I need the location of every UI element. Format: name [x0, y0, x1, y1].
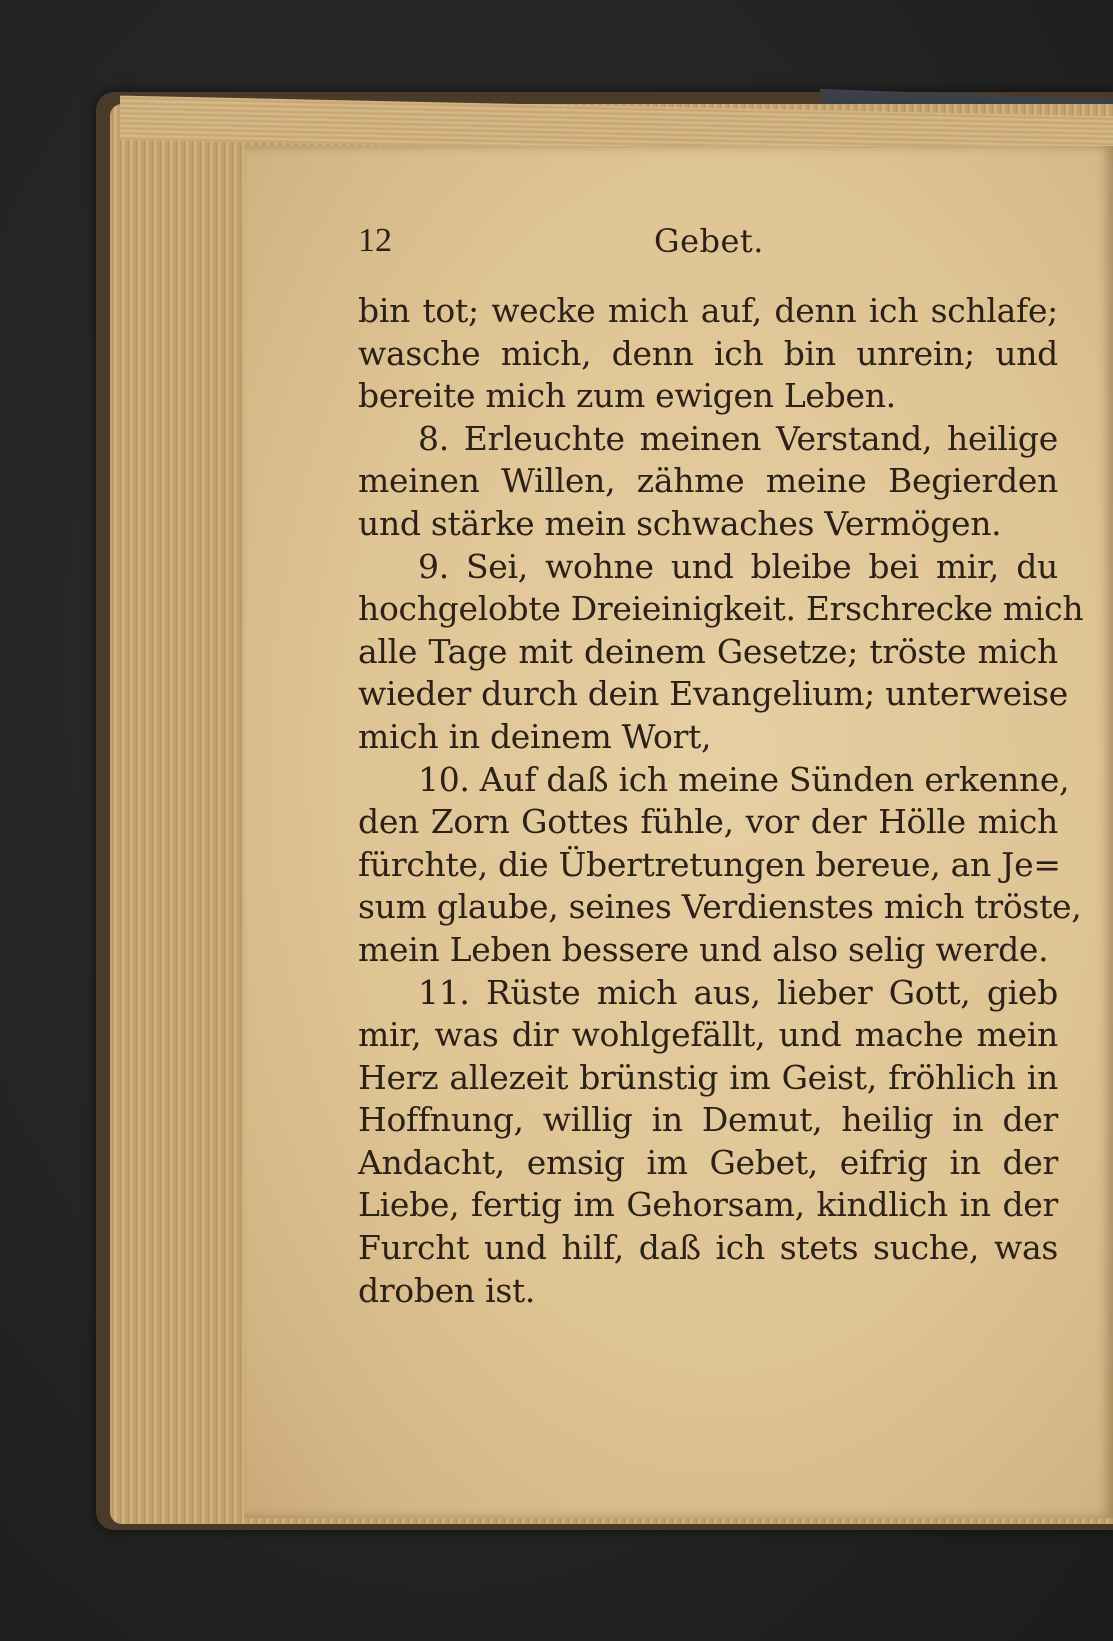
text-line: wieder durch dein Evangelium; unterweise [358, 674, 1069, 714]
text-line: mein Leben bessere und also selig werde. [358, 929, 1049, 969]
text-line: bin tot; wecke mich auf, denn ich schlafe; [358, 291, 1058, 330]
text-line: Herz allezeit brünstig im Geist, fröhlich in [358, 1057, 1058, 1097]
body-text [358, 290, 1084, 1312]
text-line: meinen Willen, zähme meine Begierden [358, 461, 1058, 501]
book-page [244, 146, 1113, 1518]
text-line: wasche mich, denn ich bin unrein; und [358, 333, 1058, 373]
text-line: 9. Sei, wohne und bleibe bei mir, du [418, 546, 1058, 586]
text-line: fürchte, die Übertretungen bereue, an Je= [358, 844, 1061, 884]
text-line: droben ist. [358, 1270, 536, 1310]
text-line: 11. Rüste mich aus, lieber Gott, gieb [418, 972, 1058, 1012]
text-line: 10. Auf daß ich meine Sünden erkenne, [418, 759, 1070, 799]
text-line: hochgelobte Dreieinigkeit. Erschrecke mich [358, 589, 1084, 629]
text-line: Andacht, emsig im Gebet, eifrig in der [358, 1142, 1058, 1182]
page-title: Gebet. [654, 222, 764, 260]
text-line: und stärke mein schwaches Vermögen. [358, 503, 1002, 543]
page-content [358, 222, 1084, 1312]
text-line: mir, was dir wohlgefällt, und mache mein [358, 1015, 1058, 1055]
text-line: bereite mich zum ewigen Leben. [358, 376, 896, 416]
text-line: Liebe, fertig im Gehorsam, kindlich in der [358, 1185, 1058, 1225]
running-head [358, 222, 1058, 282]
text-line: Hoffnung, willig in Demut, heilig in der [358, 1100, 1058, 1140]
page-number: 12 [358, 222, 392, 259]
text-line: den Zorn Gottes fühle, vor der Hölle mich [358, 802, 1058, 842]
text-line: sum glaube, seines Verdienstes mich tröste, [358, 887, 1082, 927]
text-line: mich in deinem Wort, [358, 716, 712, 756]
text-line: Furcht und hilf, daß ich stets suche, was [358, 1228, 1058, 1268]
text-line: alle Tage mit deinem Gesetze; tröste mich [358, 631, 1058, 671]
text-line: 8. Erleuchte meinen Verstand, heilige [418, 418, 1058, 458]
